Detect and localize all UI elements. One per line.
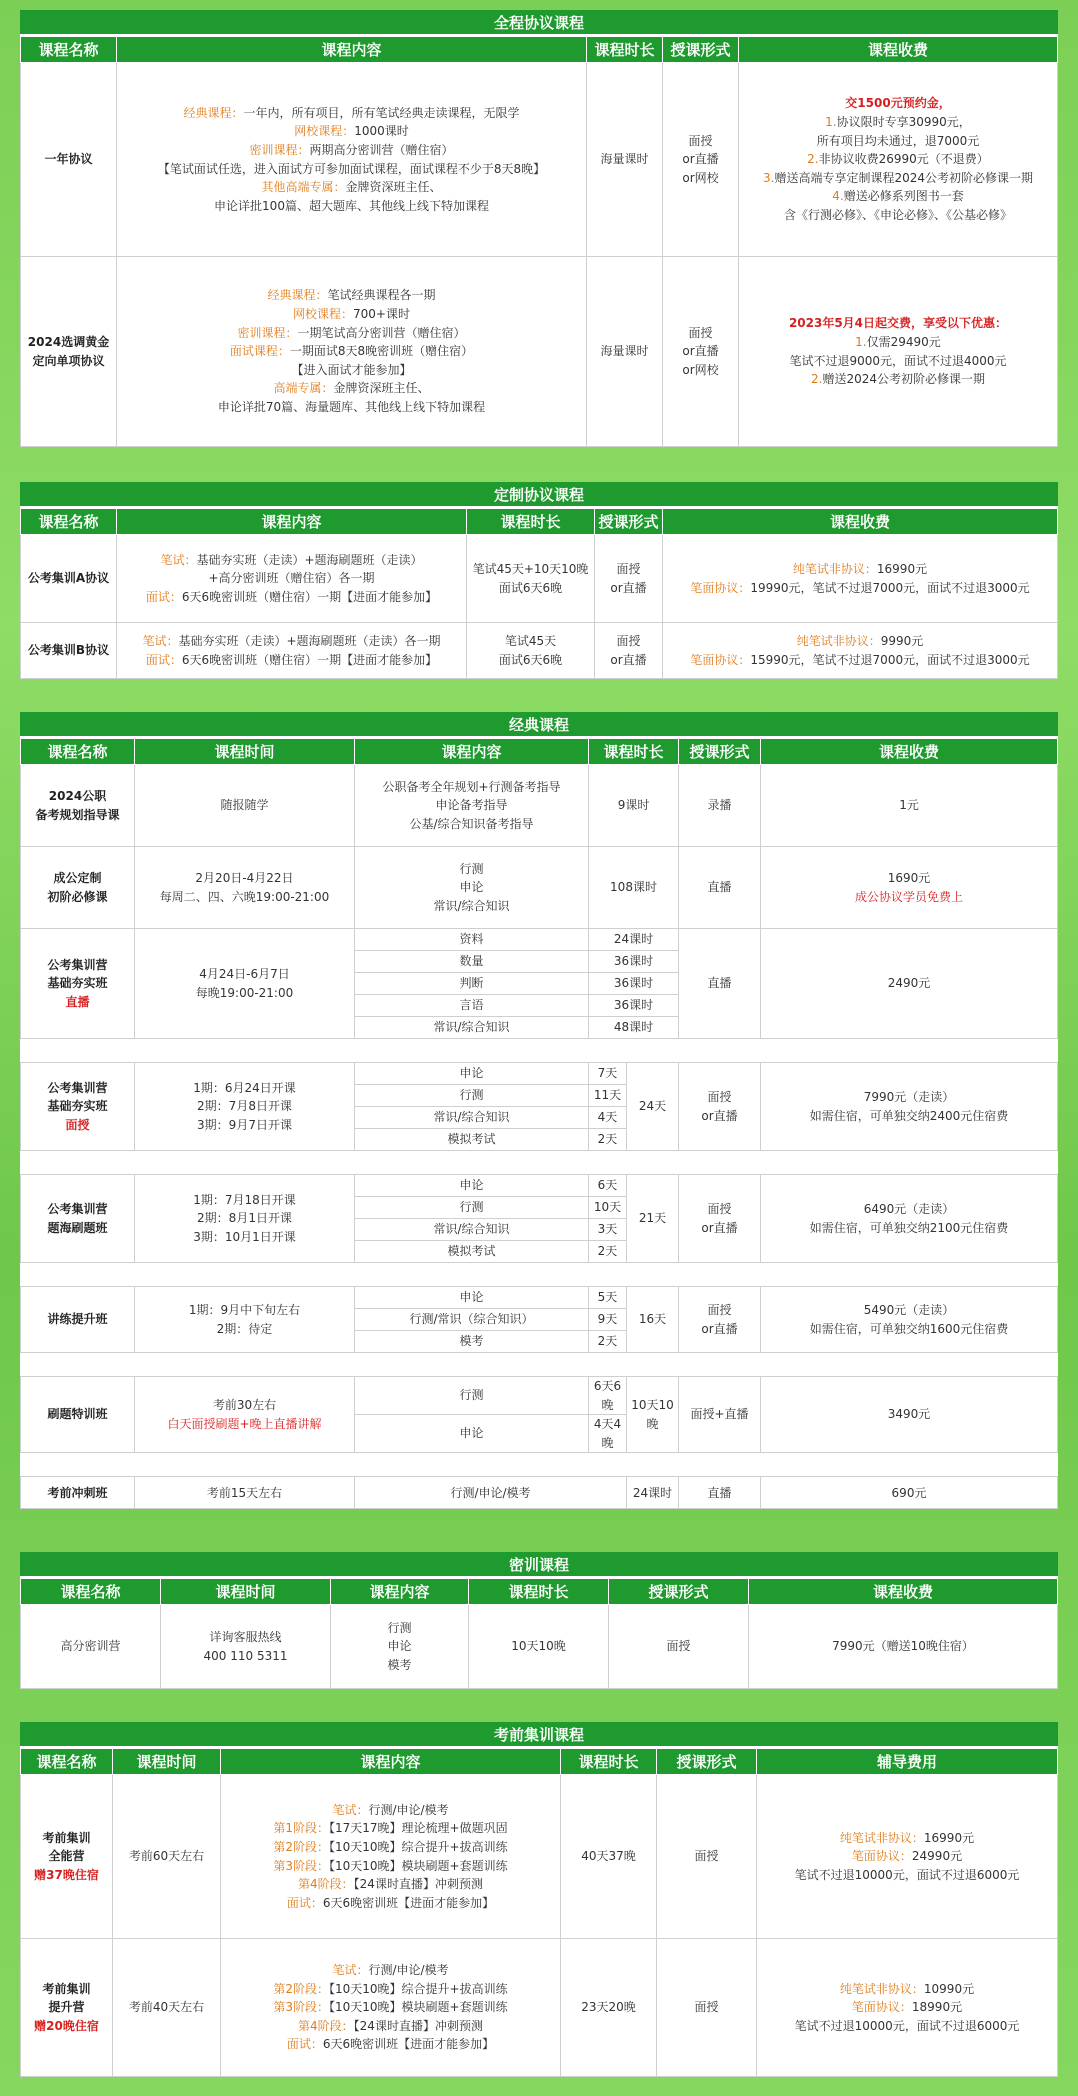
course-content: 公职备考全年规划+行测备考指导 申论备考指导 公基/综合知识备考指导 [355, 765, 589, 847]
course-mode: 面授 [657, 1939, 757, 2077]
col-header: 课程时间 [135, 739, 355, 765]
table-row [21, 257, 1058, 447]
course-name: 2024公职 备考规划指导课 [21, 765, 135, 847]
col-header: 授课形式 [657, 1749, 757, 1775]
course-mode: 面授 or直播 or网校 [663, 63, 739, 257]
course-duration: 10天10晚 [627, 1377, 679, 1453]
col-header: 课程名称 [21, 1579, 161, 1605]
course-content: 行测/申论/模考 [355, 1477, 627, 1509]
subject-days: 2天 [589, 1129, 627, 1151]
course-mode: 录播 [679, 765, 761, 847]
subject: 判断 [355, 973, 589, 995]
course-fee: 纯笔试非协议：10990元 笔面协议：18990元 笔试不过退10000元，面试不过退6000元 [757, 1939, 1058, 2077]
subject-days: 7天 [589, 1063, 627, 1085]
course-duration: 24天 [627, 1063, 679, 1151]
course-fee: 7990元（赠送10晚住宿） [749, 1605, 1058, 1689]
course-name: 考前集训 全能营 赠37晚住宿 [21, 1775, 113, 1939]
col-header: 课程内容 [221, 1749, 561, 1775]
course-duration: 23天20晚 [561, 1939, 657, 2077]
section-custom-protocol [20, 482, 1058, 679]
course-content: 笔试：基础夯实班（走读）+题海刷题班（走读） +高分密训班（赠住宿）各一期 面试：6天6晚密训班（赠住宿）一期【进面才能参加】 [117, 535, 467, 623]
subject: 资料 [355, 929, 589, 951]
subject: 申论 [355, 1415, 589, 1453]
course-fee: 7990元（走读） 如需住宿，可单独交纳2400元住宿费 [761, 1063, 1058, 1151]
course-content: 笔试：行测/申论/模考 第1阶段：【17天17晚】理论梳理+做题巩固 第2阶段：【10天10晚】综合提升+拔高训练 第3阶段：【10天10晚】模块刷题+套题训练 第4阶段：【24课时直播】冲刺预测 面试：6天6晚密训班【进面才能参加】 [221, 1775, 561, 1939]
subject: 常识/综合知识 [355, 1219, 589, 1241]
col-header: 授课形式 [595, 509, 663, 535]
table-header-row [21, 509, 1058, 535]
course-name: 公考集训营 题海刷题班 [21, 1175, 135, 1263]
course-time: 1期：6月24日开课 2期：7月8日开课 3期：9月7日开课 [135, 1063, 355, 1151]
subject-days: 4天 [589, 1107, 627, 1129]
subject: 数量 [355, 951, 589, 973]
subject-days: 4天4晚 [589, 1415, 627, 1453]
col-header: 辅导费用 [757, 1749, 1058, 1775]
course-name: 2024选调黄金 定向单项协议 [21, 257, 117, 447]
course-content: 笔试：行测/申论/模考 第2阶段：【10天10晚】综合提升+拔高训练 第3阶段：【10天10晚】模块刷题+套题训练 第4阶段：【24课时直播】冲刺预测 面试：6天6晚密训班【进面才能参加】 [221, 1939, 561, 2077]
course-fee: 690元 [761, 1477, 1058, 1509]
course-duration: 10天10晚 [469, 1605, 609, 1689]
course-content: 行测 申论 常识/综合知识 [355, 847, 589, 929]
table-row [21, 1477, 1058, 1509]
col-header: 课程时间 [161, 1579, 331, 1605]
course-content: 经典课程：笔试经典课程各一期 网校课程：700+课时 密训课程：一期笔试高分密训营（赠住宿） 面试课程：一期面试8天8晚密训班（赠住宿） 【进入面试才能参加】 高端专属：金牌资深班主任、 申论详批70篇、海量题库、其他线上线下特加课程 [117, 257, 587, 447]
course-time: 考前30左右 白天面授刷题+晚上直播讲解 [135, 1377, 355, 1453]
course-content: 笔试：基础夯实班（走读）+题海刷题班（走读）各一期 面试：6天6晚密训班（赠住宿）一期【进面才能参加】 [117, 623, 467, 679]
course-fee: 1元 [761, 765, 1058, 847]
course-duration: 笔试45天 面试6天6晚 [467, 623, 595, 679]
course-name: 高分密训营 [21, 1605, 161, 1689]
course-mode: 面授 or直播 [595, 623, 663, 679]
course-fee: 纯笔试非协议：9990元 笔面协议：15990元，笔试不过退7000元，面试不过退3000元 [663, 623, 1058, 679]
subject: 行测/常识（综合知识） [355, 1309, 589, 1331]
course-time: 2月20日-4月22日 每周二、四、六晚19:00-21:00 [135, 847, 355, 929]
course-name: 考前集训 提升营 赠20晚住宿 [21, 1939, 113, 2077]
course-mode: 面授 or直播 [595, 535, 663, 623]
course-fee: 1690元 成公协议学员免费上 [761, 847, 1058, 929]
course-mode: 面授+直播 [679, 1377, 761, 1453]
subject: 申论 [355, 1175, 589, 1197]
col-header: 课程时间 [113, 1749, 221, 1775]
course-time: 4月24日-6月7日 每晚19:00-21:00 [135, 929, 355, 1039]
course-fee: 5490元（走读） 如需住宿，可单独交纳1600元住宿费 [761, 1287, 1058, 1353]
course-fee: 2023年5月4日起交费，享受以下优惠： 1.仅需29490元 笔试不过退9000元，面试不过退4000元 2.赠送2024公考初阶必修课一期 [739, 257, 1058, 447]
subject-days: 2天 [589, 1241, 627, 1263]
course-fee: 纯笔试非协议：16990元 笔面协议：24990元 笔试不过退10000元，面试不过退6000元 [757, 1775, 1058, 1939]
subject-hours: 36课时 [589, 995, 679, 1017]
course-mode: 直播 [679, 847, 761, 929]
course-duration: 21天 [627, 1175, 679, 1263]
spacer-row [21, 1263, 1058, 1287]
section-classic [20, 712, 1058, 1509]
col-header: 课程名称 [21, 37, 117, 63]
spacer-row [21, 1353, 1058, 1377]
table-row [21, 929, 1058, 951]
table-row [21, 1775, 1058, 1939]
section-title: 密训课程 [20, 1552, 1058, 1578]
col-header: 课程收费 [749, 1579, 1058, 1605]
course-duration: 笔试45天+10天10晚 面试6天6晚 [467, 535, 595, 623]
course-fee: 纯笔试非协议：16990元 笔面协议：19990元，笔试不过退7000元，面试不过退3000元 [663, 535, 1058, 623]
course-name: 考前冲刺班 [21, 1477, 135, 1509]
course-time: 1期：7月18日开课 2期：8月1日开课 3期：10月1日开课 [135, 1175, 355, 1263]
course-fee: 交1500元预约金， 1.协议限时专享30990元， 所有项目均未通过，退7000元 2.非协议收费26990元（不退费） 3.赠送高端专享定制课程2024公考初阶必修课一期 4.赠送必修系列图书一套 含《行测必修》、《申论必修》、《公基必修》 [739, 63, 1058, 257]
course-mode: 直播 [679, 929, 761, 1039]
course-fee: 6490元（走读） 如需住宿，可单独交纳2100元住宿费 [761, 1175, 1058, 1263]
table-row [21, 1063, 1058, 1085]
section-pre-exam [20, 1722, 1058, 2077]
section-title: 考前集训课程 [20, 1722, 1058, 1748]
table-row [21, 535, 1058, 623]
subject-hours: 36课时 [589, 973, 679, 995]
subject-days: 5天 [589, 1287, 627, 1309]
subject: 常识/综合知识 [355, 1017, 589, 1039]
col-header: 课程时长 [467, 509, 595, 535]
course-mode: 面授 or直播 [679, 1287, 761, 1353]
course-table [20, 508, 1058, 679]
table-row [21, 1377, 1058, 1415]
section-title: 定制协议课程 [20, 482, 1058, 508]
course-table [20, 36, 1058, 447]
course-duration: 108课时 [589, 847, 679, 929]
table-row [21, 1287, 1058, 1309]
subject-days: 6天6晚 [589, 1377, 627, 1415]
subject-days: 9天 [589, 1309, 627, 1331]
col-header: 授课形式 [679, 739, 761, 765]
subject: 行测 [355, 1085, 589, 1107]
col-header: 课程内容 [117, 37, 587, 63]
subject-days: 3天 [589, 1219, 627, 1241]
section-title: 全程协议课程 [20, 10, 1058, 36]
subject-days: 2天 [589, 1331, 627, 1353]
subject-hours: 24课时 [589, 929, 679, 951]
course-name: 公考集训营 基础夯实班 直播 [21, 929, 135, 1039]
subject-days: 11天 [589, 1085, 627, 1107]
subject-days: 10天 [589, 1197, 627, 1219]
col-header: 课程收费 [761, 739, 1058, 765]
section-full-protocol [20, 10, 1058, 447]
col-header: 课程内容 [355, 739, 589, 765]
table-header-row [21, 37, 1058, 63]
col-header: 课程时长 [589, 739, 679, 765]
course-table [20, 1578, 1058, 1689]
course-time: 考前40天左右 [113, 1939, 221, 2077]
course-fee: 2490元 [761, 929, 1058, 1039]
table-header-row [21, 739, 1058, 765]
course-name: 讲练提升班 [21, 1287, 135, 1353]
table-row [21, 1175, 1058, 1197]
table-row [21, 765, 1058, 847]
spacer-row [21, 1039, 1058, 1063]
course-content: 经典课程：一年内，所有项目，所有笔试经典走读课程，无限学 网校课程：1000课时 密训课程：两期高分密训营（赠住宿） 【笔试面试任选，进入面试方可参加面试课程，面试课程不少于8天8晚】 其他高端专属：金牌资深班主任、 申论详批100篇、超大题库、其他线上线下特加课程 [117, 63, 587, 257]
col-header: 课程名称 [21, 1749, 113, 1775]
course-duration: 16天 [627, 1287, 679, 1353]
col-header: 课程时长 [561, 1749, 657, 1775]
subject: 行测 [355, 1197, 589, 1219]
subject: 申论 [355, 1287, 589, 1309]
course-mode: 面授 [657, 1775, 757, 1939]
table-row [21, 63, 1058, 257]
subject-hours: 36课时 [589, 951, 679, 973]
course-duration: 海量课时 [587, 257, 663, 447]
table-row [21, 847, 1058, 929]
table-row [21, 623, 1058, 679]
col-header: 课程收费 [739, 37, 1058, 63]
course-mode: 面授 [609, 1605, 749, 1689]
subject: 模拟考试 [355, 1241, 589, 1263]
course-name: 公考集训营 基础夯实班 面授 [21, 1063, 135, 1151]
course-time: 随报随学 [135, 765, 355, 847]
subject: 行测 [355, 1377, 589, 1415]
course-mode: 面授 or直播 or网校 [663, 257, 739, 447]
course-duration: 9课时 [589, 765, 679, 847]
course-duration: 24课时 [627, 1477, 679, 1509]
course-duration: 海量课时 [587, 63, 663, 257]
subject-days: 6天 [589, 1175, 627, 1197]
subject: 申论 [355, 1063, 589, 1085]
course-name: 公考集训A协议 [21, 535, 117, 623]
col-header: 课程时长 [587, 37, 663, 63]
subject-hours: 48课时 [589, 1017, 679, 1039]
table-header-row [21, 1579, 1058, 1605]
spacer-row [21, 1453, 1058, 1477]
col-header: 课程时长 [469, 1579, 609, 1605]
table-header-row [21, 1749, 1058, 1775]
subject: 言语 [355, 995, 589, 1017]
table-row [21, 1939, 1058, 2077]
course-name: 一年协议 [21, 63, 117, 257]
subject: 模考 [355, 1331, 589, 1353]
course-mode: 面授 or直播 [679, 1063, 761, 1151]
col-header: 授课形式 [663, 37, 739, 63]
col-header: 课程内容 [331, 1579, 469, 1605]
col-header: 课程收费 [663, 509, 1058, 535]
section-title: 经典课程 [20, 712, 1058, 738]
course-name: 公考集训B协议 [21, 623, 117, 679]
subject: 模拟考试 [355, 1129, 589, 1151]
subject: 常识/综合知识 [355, 1107, 589, 1129]
course-time: 考前60天左右 [113, 1775, 221, 1939]
col-header: 课程名称 [21, 509, 117, 535]
course-mode: 面授 or直播 [679, 1175, 761, 1263]
col-header: 课程内容 [117, 509, 467, 535]
course-mode: 直播 [679, 1477, 761, 1509]
col-header: 课程名称 [21, 739, 135, 765]
course-duration: 40天37晚 [561, 1775, 657, 1939]
course-time: 详询客服热线 400 110 5311 [161, 1605, 331, 1689]
spacer-row [21, 1151, 1058, 1175]
course-table [20, 738, 1058, 1509]
course-fee: 3490元 [761, 1377, 1058, 1453]
course-content: 行测 申论 模考 [331, 1605, 469, 1689]
table-row [21, 1605, 1058, 1689]
course-table [20, 1748, 1058, 2077]
course-name: 成公定制 初阶必修课 [21, 847, 135, 929]
course-time: 1期：9月中下旬左右 2期：待定 [135, 1287, 355, 1353]
course-time: 考前15天左右 [135, 1477, 355, 1509]
col-header: 授课形式 [609, 1579, 749, 1605]
course-name: 刷题特训班 [21, 1377, 135, 1453]
section-intensive [20, 1552, 1058, 1689]
